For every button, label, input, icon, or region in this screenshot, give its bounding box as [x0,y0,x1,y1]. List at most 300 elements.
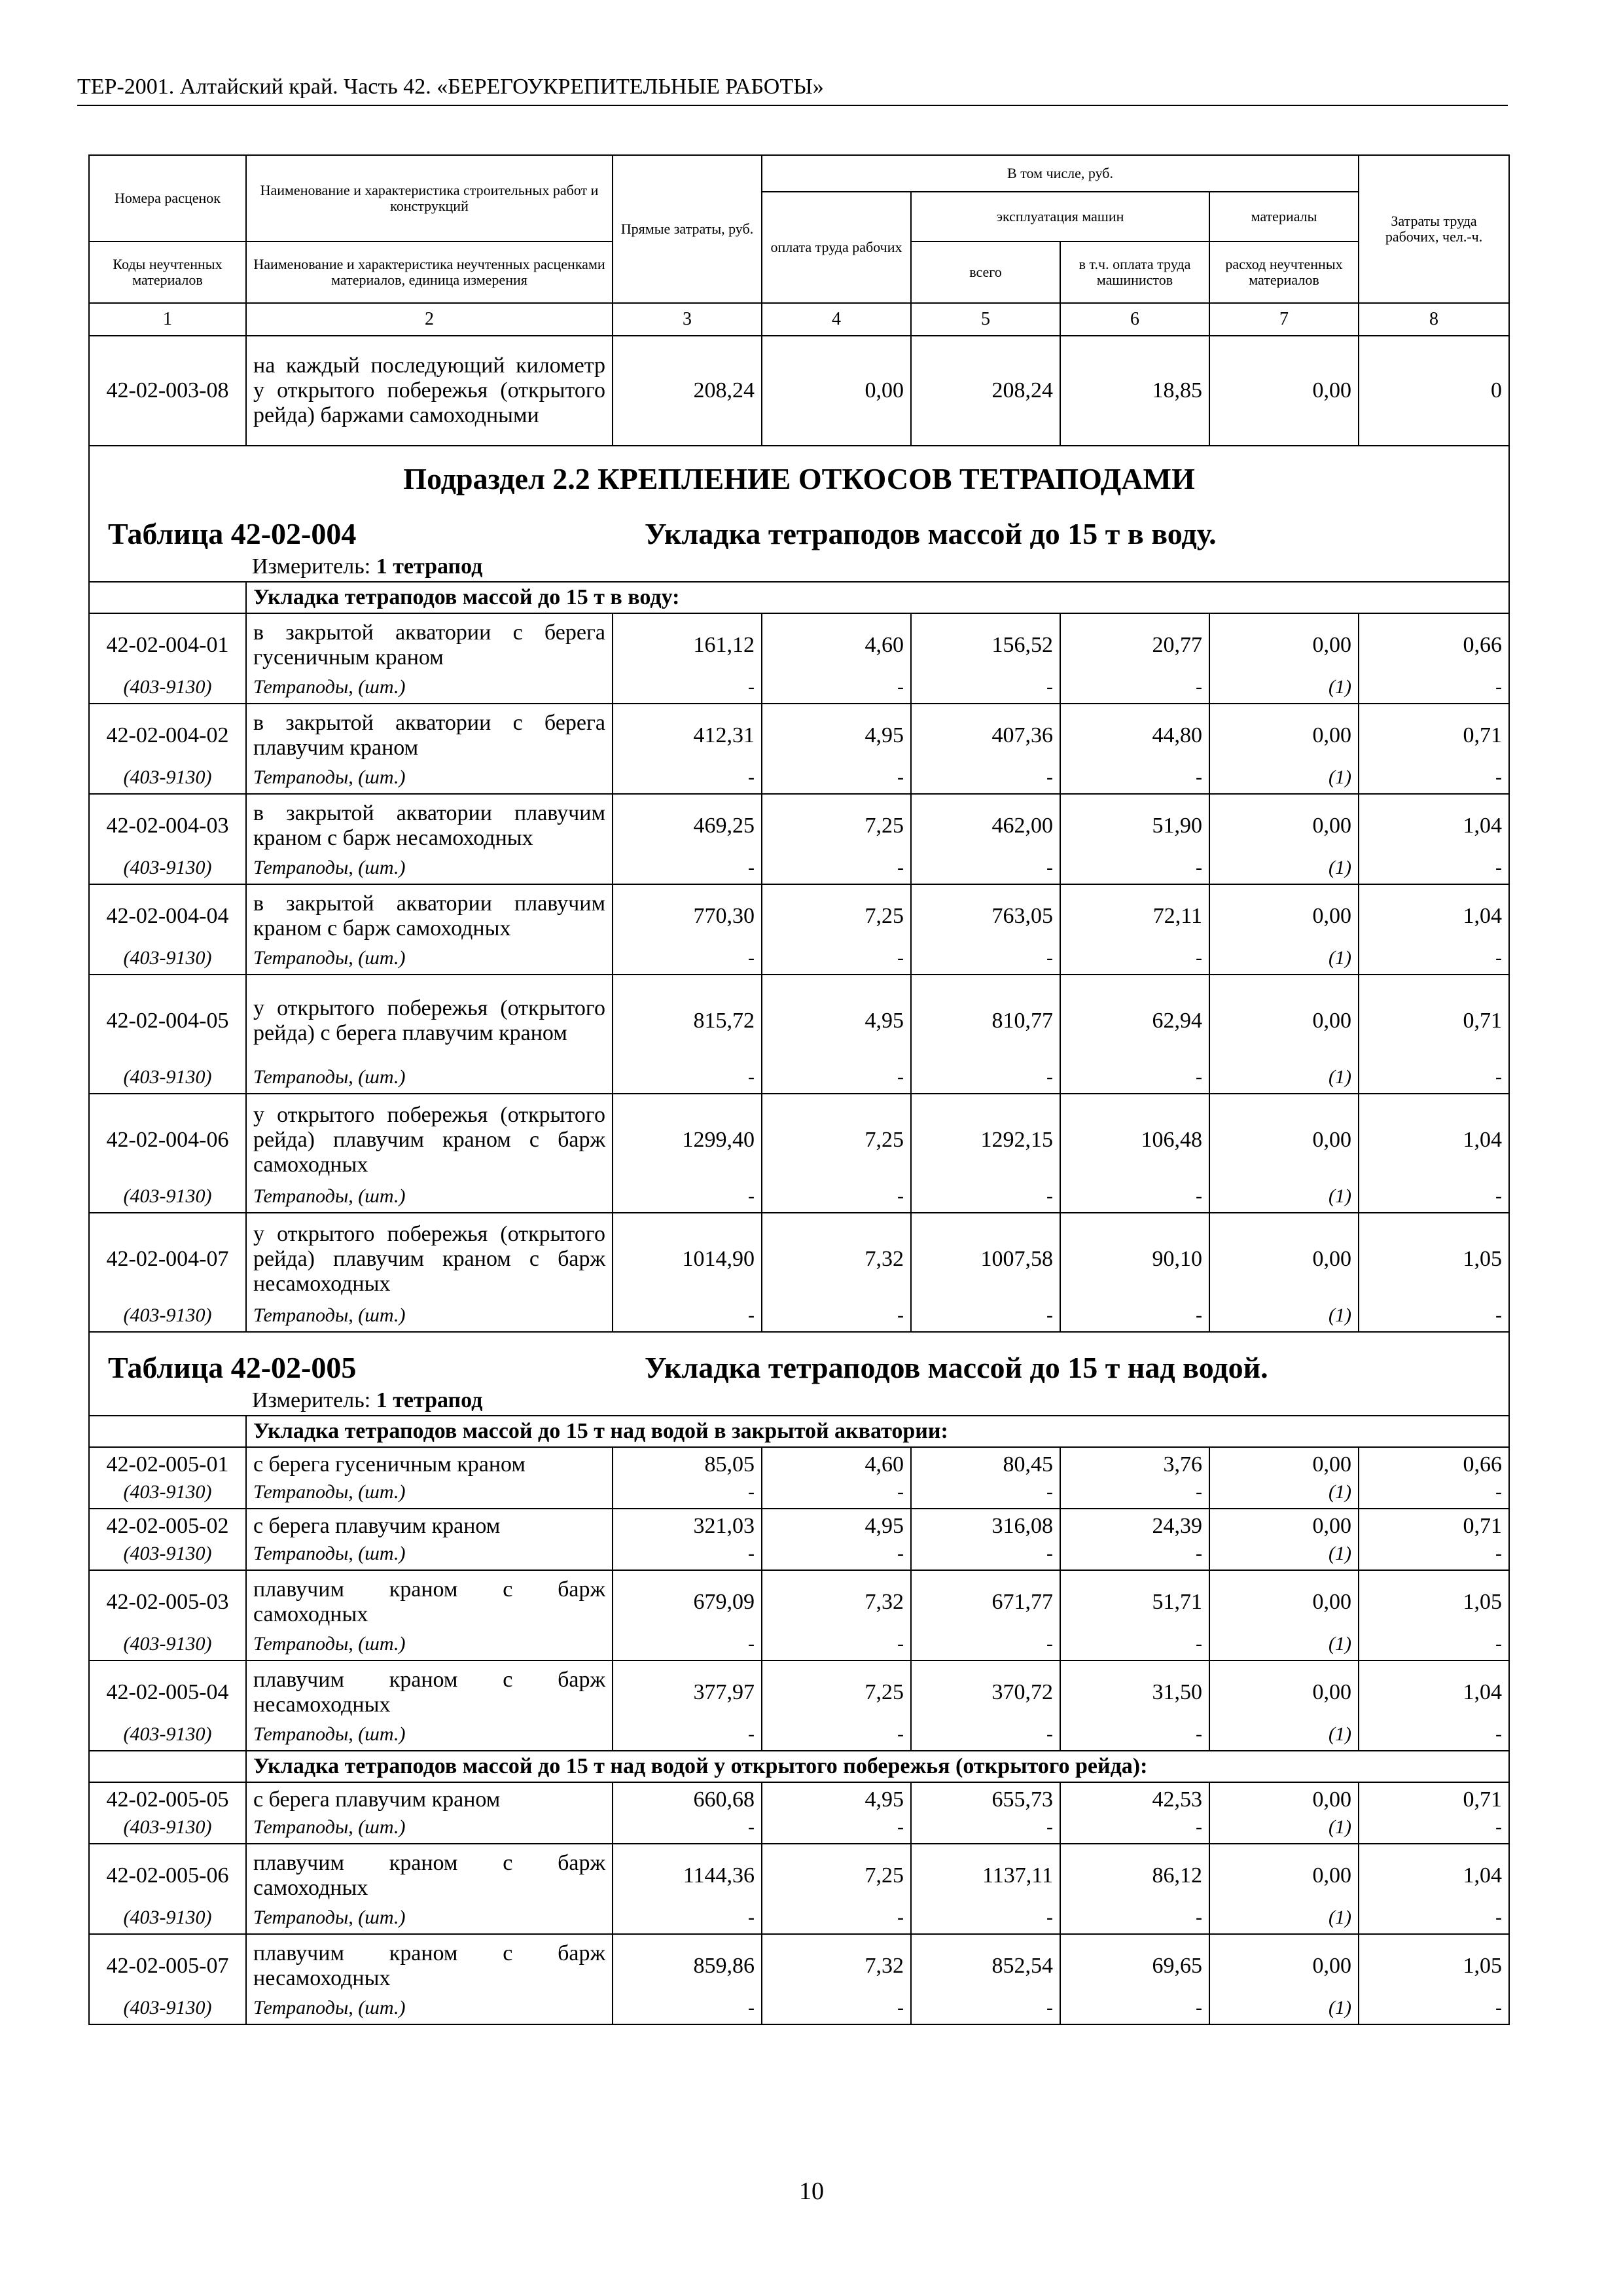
rate-operators-pay: 90,10 [1060,1213,1209,1303]
rate-machines-total: 316,08 [911,1509,1060,1541]
group-spacer [89,1751,246,1782]
material-row [89,1722,1509,1751]
rate-direct-costs: 679,09 [613,1570,762,1632]
rate-materials: 0,00 [1209,704,1359,765]
table1-title-block [89,446,1509,582]
material-qty: (1) [1209,1996,1359,2024]
rate-operators-pay: 3,76 [1060,1447,1209,1480]
rate-description: плавучим краном с барж несамоходных [246,1660,613,1722]
rate-materials: 0,00 [1209,794,1359,855]
material-dash: - [613,946,762,975]
meter-label: Измеритель: [252,1388,371,1412]
rate-description: у открытого побережья (открытого рейда) плавучим краном с барж самоходных [246,1094,613,1184]
rate-operators-pay: 106,48 [1060,1094,1209,1184]
page-number: 10 [799,2178,824,2205]
rate-operators-pay: 31,50 [1060,1660,1209,1722]
material-code: (403-9130) [89,1303,246,1332]
meter-line [90,552,1508,581]
rate-row [89,1570,1509,1632]
material-qty: (1) [1209,855,1359,884]
rate-labor-costs: 1,04 [1359,1660,1509,1722]
material-dash: - [1060,1184,1209,1213]
material-dash: - [1060,1905,1209,1934]
rate-direct-costs: 1014,90 [613,1213,762,1303]
material-dash: - [762,765,911,794]
rate-operators-pay: 51,71 [1060,1570,1209,1632]
material-row [89,1541,1509,1570]
material-row [89,1480,1509,1509]
rate-labor-pay: 7,25 [762,884,911,946]
rate-operators-pay: 18,85 [1060,336,1209,446]
material-dash: - [613,1184,762,1213]
material-dash: - [1060,1480,1209,1509]
material-dash: - [762,1905,911,1934]
rate-labor-costs: 1,04 [1359,794,1509,855]
material-dash: - [762,1541,911,1570]
material-dash: - [1359,1541,1509,1570]
material-dash: - [1359,1905,1509,1934]
material-dash: - [1359,1480,1509,1509]
material-dash: - [1060,946,1209,975]
rate-labor-pay: 4,95 [762,1509,911,1541]
rate-row [89,613,1509,675]
page-header: ТЕР-2001. Алтайский край. Часть 42. «БЕРЕГОУКРЕПИТЕЛЬНЫЕ РАБОТЫ» [77,73,1508,106]
material-dash: - [1359,1632,1509,1660]
material-dash: - [1060,675,1209,704]
rate-machines-total: 810,77 [911,975,1060,1065]
material-row [89,1905,1509,1934]
material-code: (403-9130) [89,1480,246,1509]
header-including: В том числе, руб. [762,155,1359,192]
rate-code: 42-02-004-06 [89,1094,246,1184]
table2-title-block [89,1332,1509,1416]
rate-code: 42-02-004-07 [89,1213,246,1303]
material-qty: (1) [1209,946,1359,975]
rate-labor-pay: 4,60 [762,1447,911,1480]
rate-row [89,1213,1509,1303]
material-dash: - [1359,1722,1509,1751]
material-dash: - [613,1815,762,1844]
rate-labor-pay: 4,60 [762,613,911,675]
rate-labor-pay: 7,32 [762,1934,911,1996]
header-mat-name: Наименование и характеристика неучтенных расценками материалов, единица измерения [246,242,613,303]
material-dash: - [911,1184,1060,1213]
rate-labor-pay: 7,32 [762,1570,911,1632]
rate-direct-costs: 815,72 [613,975,762,1065]
rate-code: 42-02-005-06 [89,1844,246,1905]
material-name: Тетраподы, (шт.) [246,1480,613,1509]
material-qty: (1) [1209,1541,1359,1570]
rate-description: плавучим краном с барж самоходных [246,1844,613,1905]
header-machines: эксплуатация машин [911,192,1209,242]
rate-row [89,1660,1509,1722]
material-code: (403-9130) [89,1996,246,2024]
rate-code: 42-02-005-04 [89,1660,246,1722]
rate-operators-pay: 69,65 [1060,1934,1209,1996]
rate-operators-pay: 51,90 [1060,794,1209,855]
rate-machines-total: 370,72 [911,1660,1060,1722]
group-spacer [89,582,246,613]
rate-code: 42-02-005-01 [89,1447,246,1480]
group-heading-row [89,1416,1509,1447]
rate-description: плавучим краном с барж несамоходных [246,1934,613,1996]
material-dash: - [762,675,911,704]
rate-machines-total: 208,24 [911,336,1060,446]
material-qty: (1) [1209,1303,1359,1332]
table-number: Таблица 42-02-004 [108,517,357,550]
material-dash: - [1359,1065,1509,1094]
rate-operators-pay: 44,80 [1060,704,1209,765]
material-dash: - [1359,765,1509,794]
material-code: (403-9130) [89,946,246,975]
rate-labor-costs: 1,04 [1359,1094,1509,1184]
material-dash: - [1060,1065,1209,1094]
material-dash: - [1359,855,1509,884]
rate-labor-costs: 0,71 [1359,1509,1509,1541]
rate-labor-costs: 0,66 [1359,1447,1509,1480]
header-mat-usage: расход неучтенных материалов [1209,242,1359,303]
group-heading: Укладка тетраподов массой до 15 т над водой в закрытой акватории: [246,1416,1509,1447]
table2-title-row [89,1332,1509,1416]
material-dash: - [762,1632,911,1660]
material-dash: - [613,1303,762,1332]
material-dash: - [1359,946,1509,975]
col-number: 3 [613,303,762,336]
rate-row [89,1094,1509,1184]
material-dash: - [1359,1303,1509,1332]
col-number: 5 [911,303,1060,336]
material-name: Тетраподы, (шт.) [246,675,613,704]
col-number: 8 [1359,303,1509,336]
rate-code: 42-02-005-03 [89,1570,246,1632]
material-row [89,675,1509,704]
material-name: Тетраподы, (шт.) [246,1722,613,1751]
rate-labor-costs: 1,04 [1359,1844,1509,1905]
material-row [89,1632,1509,1660]
rate-description: в закрытой акватории с берега плавучим краном [246,704,613,765]
rate-direct-costs: 1144,36 [613,1844,762,1905]
header-operators-pay: в т.ч. оплата труда машинистов [1060,242,1209,303]
material-qty: (1) [1209,1815,1359,1844]
rate-labor-costs: 1,05 [1359,1934,1509,1996]
rate-machines-total: 156,52 [911,613,1060,675]
material-name: Тетраподы, (шт.) [246,946,613,975]
rate-machines-total: 80,45 [911,1447,1060,1480]
material-dash: - [1060,1632,1209,1660]
group-heading-row [89,582,1509,613]
material-name: Тетраподы, (шт.) [246,1065,613,1094]
header-codes: Коды неучтенных материалов [89,242,246,303]
group-heading-row [89,1751,1509,1782]
rate-labor-costs: 0 [1359,336,1509,446]
material-name: Тетраподы, (шт.) [246,1905,613,1934]
material-code: (403-9130) [89,1905,246,1934]
rate-row [89,336,1509,446]
rate-machines-total: 671,77 [911,1570,1060,1632]
header-materials: материалы [1209,192,1359,242]
rate-labor-pay: 7,25 [762,1660,911,1722]
table-name: Укладка тетраподов массой до 15 т над водой. [645,1351,1268,1384]
meter-label: Измеритель: [252,554,371,579]
rate-code: 42-02-003-08 [89,336,246,446]
material-qty: (1) [1209,1632,1359,1660]
rate-materials: 0,00 [1209,613,1359,675]
rate-direct-costs: 859,86 [613,1934,762,1996]
rate-direct-costs: 161,12 [613,613,762,675]
rate-description: у открытого побережья (открытого рейда) плавучим краном с барж несамоходных [246,1213,613,1303]
material-dash: - [1060,765,1209,794]
material-dash: - [911,855,1060,884]
rate-machines-total: 1137,11 [911,1844,1060,1905]
group-heading: Укладка тетраподов массой до 15 т над водой у открытого побережья (открытого рейда): [246,1751,1509,1782]
table-title [90,1333,1508,1386]
material-dash: - [911,1905,1060,1934]
rate-row [89,1509,1509,1541]
material-dash: - [911,1632,1060,1660]
rate-direct-costs: 660,68 [613,1782,762,1815]
material-dash: - [613,765,762,794]
rate-machines-total: 462,00 [911,794,1060,855]
rate-row [89,794,1509,855]
subsection-title: Подраздел 2.2 КРЕПЛЕНИЕ ОТКОСОВ ТЕТРАПОДАМИ [403,462,1195,495]
header-labor-pay: оплата труда рабочих [762,192,911,303]
rate-description: на каждый последующий километр у открытого побережья (открытого рейда) баржами самоходными [246,336,613,446]
material-dash: - [1060,1541,1209,1570]
rate-direct-costs: 412,31 [613,704,762,765]
rate-operators-pay: 42,53 [1060,1782,1209,1815]
material-dash: - [613,855,762,884]
header-labor-costs: Затраты труда рабочих, чел.-ч. [1359,155,1509,303]
rate-labor-pay: 4,95 [762,1782,911,1815]
rate-description: в закрытой акватории плавучим краном с барж самоходных [246,884,613,946]
material-name: Тетраподы, (шт.) [246,855,613,884]
group-heading: Укладка тетраподов массой до 15 т в воду: [246,582,1509,613]
rate-labor-costs: 0,71 [1359,1782,1509,1815]
material-dash: - [762,1722,911,1751]
material-dash: - [911,946,1060,975]
rate-labor-pay: 7,32 [762,1213,911,1303]
rate-materials: 0,00 [1209,1213,1359,1303]
rate-labor-pay: 0,00 [762,336,911,446]
rates-table [88,154,1510,2025]
material-dash: - [1060,855,1209,884]
material-qty: (1) [1209,765,1359,794]
material-code: (403-9130) [89,765,246,794]
rate-materials: 0,00 [1209,336,1359,446]
material-row [89,1065,1509,1094]
table-name: Укладка тетраподов массой до 15 т в воду. [645,517,1217,550]
rate-labor-costs: 0,71 [1359,975,1509,1065]
rate-description: с берега плавучим краном [246,1782,613,1815]
material-row [89,1815,1509,1844]
rate-machines-total: 1007,58 [911,1213,1060,1303]
rate-description: с берега гусеничным краном [246,1447,613,1480]
material-row [89,855,1509,884]
col-number: 6 [1060,303,1209,336]
material-name: Тетраподы, (шт.) [246,1541,613,1570]
rate-machines-total: 655,73 [911,1782,1060,1815]
rate-direct-costs: 770,30 [613,884,762,946]
material-dash: - [1359,1184,1509,1213]
column-numbers-row [89,303,1509,336]
material-dash: - [762,1184,911,1213]
rate-machines-total: 1292,15 [911,1094,1060,1184]
rate-row [89,884,1509,946]
rate-direct-costs: 85,05 [613,1447,762,1480]
material-dash: - [613,1996,762,2024]
rate-labor-costs: 0,71 [1359,704,1509,765]
rate-labor-pay: 7,25 [762,1094,911,1184]
material-name: Тетраподы, (шт.) [246,1996,613,2024]
rate-materials: 0,00 [1209,1447,1359,1480]
rate-row [89,1934,1509,1996]
rate-direct-costs: 208,24 [613,336,762,446]
rate-operators-pay: 72,11 [1060,884,1209,946]
material-dash: - [911,765,1060,794]
rate-materials: 0,00 [1209,975,1359,1065]
rate-direct-costs: 1299,40 [613,1094,762,1184]
rate-materials: 0,00 [1209,1509,1359,1541]
rate-labor-pay: 7,25 [762,794,911,855]
rate-materials: 0,00 [1209,1660,1359,1722]
meter-value: 1 тетрапод [376,1388,483,1412]
material-code: (403-9130) [89,1184,246,1213]
material-row [89,1184,1509,1213]
material-dash: - [911,1480,1060,1509]
rate-labor-costs: 1,05 [1359,1213,1509,1303]
col-number: 2 [246,303,613,336]
rate-description: у открытого побережья (открытого рейда) с берега плавучим краном [246,975,613,1065]
rate-operators-pay: 62,94 [1060,975,1209,1065]
rate-description: с берега плавучим краном [246,1509,613,1541]
rate-row [89,1447,1509,1480]
material-qty: (1) [1209,675,1359,704]
material-row [89,765,1509,794]
material-qty: (1) [1209,1065,1359,1094]
material-dash: - [613,1065,762,1094]
col-number: 7 [1209,303,1359,336]
material-dash: - [613,1905,762,1934]
material-dash: - [1060,1303,1209,1332]
rate-code: 42-02-004-02 [89,704,246,765]
rate-code: 42-02-004-04 [89,884,246,946]
group-spacer [89,1416,246,1447]
material-dash: - [911,1722,1060,1751]
material-qty: (1) [1209,1480,1359,1509]
material-row [89,1303,1509,1332]
rate-row [89,1844,1509,1905]
header-rate-numbers: Номера расценок [89,155,246,242]
rate-operators-pay: 86,12 [1060,1844,1209,1905]
rate-direct-costs: 469,25 [613,794,762,855]
material-dash: - [1359,675,1509,704]
rate-labor-costs: 1,05 [1359,1570,1509,1632]
rate-materials: 0,00 [1209,1844,1359,1905]
rate-code: 42-02-005-02 [89,1509,246,1541]
material-dash: - [613,675,762,704]
rate-description: в закрытой акватории с берега гусеничным краном [246,613,613,675]
material-name: Тетраподы, (шт.) [246,1815,613,1844]
material-dash: - [911,1996,1060,2024]
rate-machines-total: 407,36 [911,704,1060,765]
rate-operators-pay: 20,77 [1060,613,1209,675]
material-code: (403-9130) [89,1815,246,1844]
material-name: Тетраподы, (шт.) [246,1184,613,1213]
material-code: (403-9130) [89,1065,246,1094]
rate-row [89,975,1509,1065]
material-dash: - [911,1541,1060,1570]
material-name: Тетраподы, (шт.) [246,1632,613,1660]
material-row [89,1996,1509,2024]
rate-operators-pay: 24,39 [1060,1509,1209,1541]
material-qty: (1) [1209,1722,1359,1751]
col-number: 1 [89,303,246,336]
rate-row [89,704,1509,765]
material-row [89,946,1509,975]
rate-code: 42-02-005-07 [89,1934,246,1996]
material-dash: - [1060,1722,1209,1751]
material-dash: - [613,1541,762,1570]
material-code: (403-9130) [89,1722,246,1751]
rate-row [89,1782,1509,1815]
material-dash: - [911,1303,1060,1332]
header-total: всего [911,242,1060,303]
rate-description: в закрытой акватории плавучим краном с барж несамоходных [246,794,613,855]
material-dash: - [762,1480,911,1509]
material-dash: - [1359,1815,1509,1844]
material-qty: (1) [1209,1905,1359,1934]
header-direct-costs: Прямые затраты, руб. [613,155,762,303]
material-dash: - [613,1480,762,1509]
rate-labor-pay: 4,95 [762,975,911,1065]
material-dash: - [613,1722,762,1751]
material-dash: - [762,1815,911,1844]
rate-machines-total: 763,05 [911,884,1060,946]
rate-code: 42-02-004-05 [89,975,246,1065]
meter-line [90,1386,1508,1415]
rate-materials: 0,00 [1209,884,1359,946]
rate-labor-costs: 1,04 [1359,884,1509,946]
rate-labor-costs: 0,66 [1359,613,1509,675]
material-dash: - [762,946,911,975]
material-dash: - [1060,1996,1209,2024]
material-name: Тетраподы, (шт.) [246,765,613,794]
material-dash: - [613,1632,762,1660]
material-qty: (1) [1209,1184,1359,1213]
rate-direct-costs: 321,03 [613,1509,762,1541]
material-dash: - [762,1065,911,1094]
material-code: (403-9130) [89,855,246,884]
table-number: Таблица 42-02-005 [108,1351,357,1384]
rate-code: 42-02-005-05 [89,1782,246,1815]
material-dash: - [1060,1815,1209,1844]
rate-description: плавучим краном с барж самоходных [246,1570,613,1632]
material-dash: - [911,1815,1060,1844]
material-dash: - [762,1996,911,2024]
rate-materials: 0,00 [1209,1094,1359,1184]
rate-code: 42-02-004-01 [89,613,246,675]
material-name: Тетраподы, (шт.) [246,1303,613,1332]
material-dash: - [762,855,911,884]
table-title [90,499,1508,552]
rate-direct-costs: 377,97 [613,1660,762,1722]
material-code: (403-9130) [89,675,246,704]
material-dash: - [911,1065,1060,1094]
material-code: (403-9130) [89,1632,246,1660]
material-dash: - [762,1303,911,1332]
meter-value: 1 тетрапод [376,554,483,579]
material-dash: - [1359,1996,1509,2024]
